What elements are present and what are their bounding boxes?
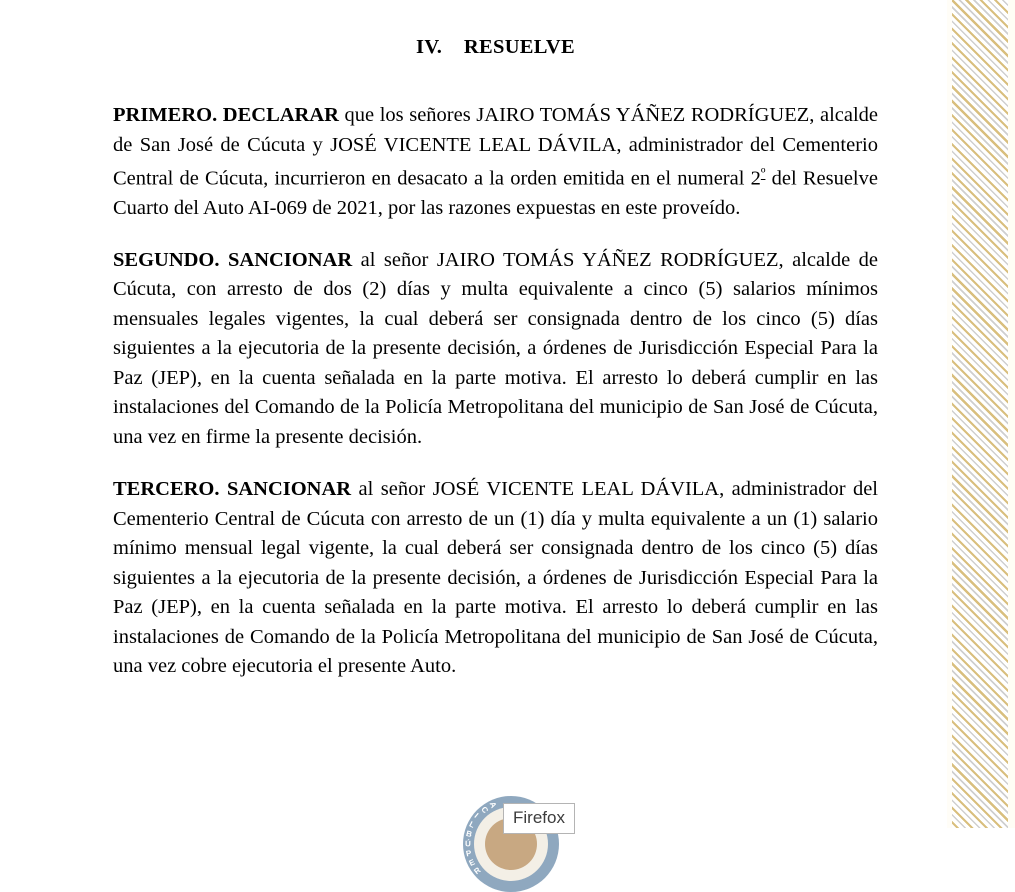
paragraph-primero-body-part1: que los señores JAIRO TOMÁS YÁÑEZ RODRÍGUEZ, alcalde de San José de Cúcuta y JOSÉ VICENTE LEAL DÁVILA, administrador del Cementerio Central de Cúcuta, incurrieron en desacato a la orden emitida en el numeral	[113, 104, 879, 190]
paragraph-tercero-body: al señor JOSÉ VICENTE LEAL DÁVILA, administrador del Cementerio Central de Cúcuta con arresto de un (1) día y multa equivalente a un (1) salario mínimo mensual legal vigente, la cual deberá ser consignada dentro de los cinco (5) días siguientes a la ejecutoria de la presente decisión, a órdenes de Jurisdicción Especial Para la Paz (JEP), en la cuenta señalada en la parte motiva. El arresto lo deberá cumplir en las instalaciones de Comando de la Policía Metropolitana del municipio de San José de Cúcuta, una vez cobre ejecutoria el presente Auto.	[113, 478, 878, 678]
paragraph-primero-ordinal-mark: º	[760, 166, 766, 182]
paragraph-primero-lead: PRIMERO. DECLARAR	[113, 104, 339, 126]
paragraph-primero-body-part2: del Resuelve Cuarto del Auto AI-069 de 2021, por las razones expuestas en este proveído.	[113, 167, 878, 220]
hatched-margin-pattern	[952, 0, 1008, 828]
paragraph-tercero-lead: TERCERO. SANCIONAR	[113, 478, 352, 501]
hatched-margin-left-edge	[947, 0, 952, 828]
paragraph-segundo-lead: SEGUNDO. SANCIONAR	[113, 248, 353, 271]
paragraph-primero	[113, 101, 878, 224]
paragraph-segundo	[113, 246, 878, 453]
paragraph-primero-ordinal-number: 2	[750, 167, 761, 190]
paragraph-tercero	[113, 475, 878, 682]
hatched-margin-strip	[947, 0, 1015, 828]
firefox-tooltip: Firefox	[503, 803, 575, 834]
paragraph-segundo-body: al señor JAIRO TOMÁS YÁÑEZ RODRÍGUEZ, alcalde de Cúcuta, con arresto de dos (2) días y multa equivalente a cinco (5) salarios mínimos mensuales legales vigentes, la cual deberá ser consignada dentro de los cinco (5) días siguientes a la ejecutoria de la presente decisión, a órdenes de Jurisdicción Especial Para la Paz (JEP), en la cuenta señalada en la parte motiva. El arresto lo deberá cumplir en las instalaciones del Comando de la Policía Metropolitana del municipio de San José de Cúcuta, una vez en firme la presente decisión.	[113, 248, 879, 448]
page-title: IV. RESUELVE	[416, 36, 575, 58]
republic-seal-curved-text: R E P Ú B L I C A	[464, 800, 499, 877]
hatched-margin-right-edge	[1008, 0, 1015, 828]
document-text-column	[113, 0, 878, 682]
